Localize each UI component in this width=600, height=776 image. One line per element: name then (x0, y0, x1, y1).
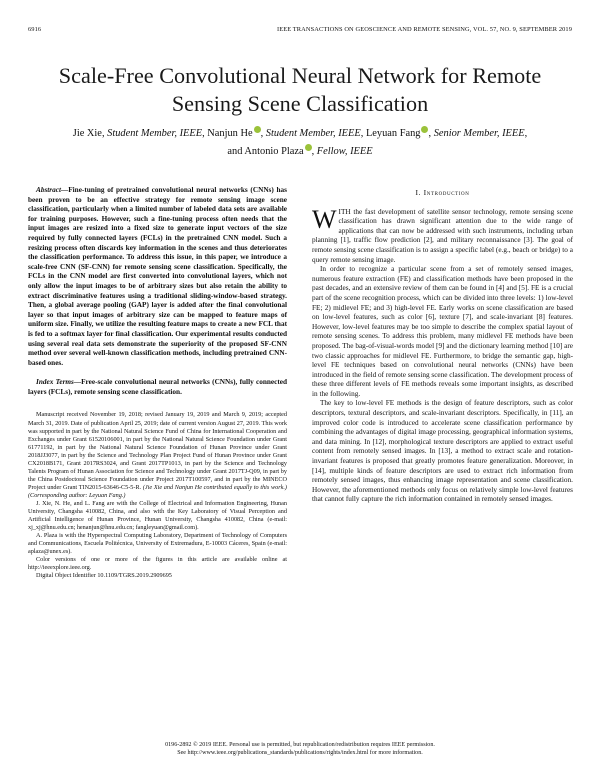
footnote-manuscript: Manuscript received November 19, 2018; revised January 19, 2019 and March 9, 2019; accepted March 31, 2019. Date of publication April 25, 2019; date of current version August 27, 2019. This work was supported in part by the National Natural Science Fund of China for International Cooperation and Exchanges under Grant 61520106001, in part by the National Natural Science Foundation under Grant 61771192, in part by the National Natural Science Foundation of Hunan Province under Grant 2018JJ3077, in part by the Science and Technology Plan Project Fund of Hunan Province under Grant CX2018B171, Grant 2017RS3024, and Grant 2017TP1013, in part by the Science and Technology Talents Program of Hunan Association for Science and Technology under Grant 2017TJ-Q09, in part by the China Postdoctoral Science Foundation under Project 2017T100597, and in part by the MINECO Project under Grant TIN2015-63646-C5-5-R. (Jie Xie and Nanjun He contributed equally to this work.) (Corresponding author: Leyuan Fang.) (28, 411, 287, 499)
intro-paragraph: In order to recognize a particular scene from a set of remotely sensed images, numerous feature extraction (FE) and classification methods have been proposed in the past decades, and an extensive review of them can be found in [4] and [5]. FE is a crucial part of the scene recognition process, which can be divided into three levels: 1) low-level FE; 2) midlevel FE; and 3) high-level FE. Early works on scene classification are based on low-level features, such as color [6], texture [7], and scale-invariant [8] features. However, low-level features may be too simple to describe the complex spatial layout of remote sensing scenes. To address this problem, many midlevel FE methods have been proposed. The bag-of-visual-words model [9] and the dictionary learning method [10] are two classic approaches for midlevel FE. Furthermore, to bridge the semantic gap, high-level FE techniques based on convolutional neural networks (CNNs) have been introduced in the field of remote sensing scene classification. The development process of these three different levels of FE methods reveals some important insights, as described in the following. (312, 265, 573, 398)
intro-paragraph: The key to low-level FE methods is the design of feature descriptors, such as color descriptors, textural descriptors, and scale-invariant descriptors. Specifically, in [11], an improved color code is introduced to accelerate scene classification performance by combining the advantages of digital image processing, geographical information systems, and data mining. In [12], morphological texture descriptors are applied to extract useful content from remotely sensed images. In [13], a method to extract scale and rotation-invariant features is proposed that greatly promotes feature generalization. Moreover, in [14], multiple kinds of feature descriptors are used to extract rich information from remotely sensed images, thus enhancing image representation and scene classification. However, the aforementioned methods only focus on relatively simple low-level features that cannot fully capture the rich information contained in remotely sensed images. (312, 399, 573, 504)
index-terms-text: Free-scale convolutional neural networks (CNNs), fully connected layers (FCLs), remote sensing scene classification. (28, 378, 287, 396)
author-name: Jie Xie (72, 128, 102, 139)
author-name: Antonio Plaza (244, 146, 304, 157)
orcid-icon[interactable] (421, 126, 428, 133)
orcid-icon[interactable] (305, 144, 312, 151)
author-role: Student Member, IEEE (107, 128, 203, 139)
intro-paragraph: WITH the fast development of satellite sensor technology, remote sensing scene classification has drawn significant attention due to the wide range of applications that can now be addressed with such instruments, including urban planning [1], traffic flow prediction [2], and military reconnaissance [3]. The goal of remote sensing scene classification is to assign a specific label (e.g., beach or bridge) to a query remote sensing image. (312, 204, 573, 264)
abstract-label: Abstract (36, 186, 61, 194)
footnote-affiliation: J. Xie, N. He, and L. Fang are with the College of Electrical and Information Engineering, Hunan University, Changsha 410082, China, and also with the Key Laboratory of Visual Perception and Artificial Intelligence of Hunan Province, Hunan University, Changsha 410082, China (e-mail: xj_xj@hnu.edu.cn; henanjun@hnu.edu.cn; fangleyuan@gmail.com). (28, 499, 287, 532)
drop-cap: W (312, 204, 337, 234)
index-terms: Index Terms—Free-scale convolutional neural networks (CNNs), fully connected layers (FCLs), remote sensing scene classification. (28, 378, 287, 396)
copyright-link[interactable]: See http://www.ieee.org/publications_standards/publications/rights/index.html for more information. (177, 750, 423, 757)
index-terms-label: Index Terms (36, 378, 74, 387)
orcid-icon[interactable] (254, 126, 261, 133)
author-role: Student Member, IEEE (265, 128, 361, 139)
author-role: Fellow, IEEE (316, 146, 373, 157)
author-name: Nanjun He (207, 128, 253, 139)
author-list: Jie Xie, Student Member, IEEE, Nanjun He , Student Member, IEEE, Leyuan Fang , Senior Member, IEEE, and Antonio Plaza , Fellow, IEEE (72, 128, 528, 157)
author-name: Leyuan Fang (365, 128, 421, 139)
copyright-notice (28, 741, 572, 758)
author-role: Senior Member, IEEE (433, 128, 525, 139)
page-number: 6916 (28, 26, 42, 33)
journal-info: IEEE TRANSACTIONS ON GEOSCIENCE AND REMOTE SENSING, VOL. 57, NO. 9, SEPTEMBER 2019 (276, 26, 572, 33)
footnote-corresponding: (Jie Xie and Nanjun He contributed equally to this work.) (Corresponding author: Leyuan Fang.) (28, 483, 287, 499)
footnote-affiliation: A. Plaza is with the Hyperspectral Computing Laboratory, Department of Technology of Computers and Communications, Escuela Politécnica, University of Extremadura, E-10003 Cáceres, Spain (e-mail: aplaza@unex.es). (28, 532, 287, 556)
copyright-line: 0196-2892 © 2019 IEEE. Personal use is permitted, but republication/redistribution requires IEEE permission. (165, 742, 435, 748)
left-column (28, 186, 287, 580)
right-column (312, 186, 573, 505)
running-head (28, 26, 572, 36)
abstract-text: Fine-tuning of pretrained convolutional neural networks (CNNs) has been proven to be an effective strategy for remote sensing image scene classification, particularly when a limited number of labeled data sets are available for training purposes. However, such a fine-tuning process often needs that the input images are resized into a fixed size to generate input vectors of the size required by fully connected layers (FCLs) in the pretrained CNN model. Such a resizing process often discards key information in the scenes and thus deteriorates the classification performance. To address this issue, in this paper, we introduce a scale-free CNN (SF-CNN) for remote sensing scene classification. Specifically, the FCLs in the CNN model are first converted into convolutional layers, which not only allow the input images to be of arbitrary sizes but also retain the ability to extract discriminative features using a traditional sliding-window-based strategy. Then, a global average pooling (GAP) layer is added after the final convolutional layer so that input images of arbitrary size can be mapped to feature maps of uniform size. Finally, we utilize the resulting feature maps to create a new FCL that is fed to a softmax layer for final classification. Our experimental results conducted using several real data sets demonstrate the superiority of the proposed SF-CNN method over several well-known classification methods, including pretrained CNN-based ones. (28, 186, 287, 367)
footnote-doi: Digital Object Identifier 10.1109/TGRS.2019.2909695 (36, 572, 172, 580)
section-heading: I. Introduction (415, 188, 470, 197)
footnote (28, 411, 287, 580)
abstract: Abstract—Fine-tuning of pretrained convolutional neural networks (CNNs) has been proven to be an effective strategy for remote sensing image scene classification, particularly when a limited number of labeled data sets are available for training purposes. However, such a fine-tuning process often needs that the input images are resized into a fixed size to generate input vectors of the size required by fully connected layers (FCLs) in the pretrained CNN model. Such a resizing process often discards key information in the scenes and thus deteriorates the classification performance. To address this issue, in this paper, we introduce a scale-free CNN (SF-CNN) for remote sensing scene classification. Specifically, the FCLs in the CNN model are first converted into convolutional layers, which not only allow the input images to be of arbitrary sizes but also retain the ability to extract discriminative features using a traditional sliding-window-based strategy. Then, a global average pooling (GAP) layer is added after the final convolutional layer so that input images of arbitrary size can be mapped to feature maps of uniform size. Finally, we utilize the resulting feature maps to create a new FCL that is fed to a softmax layer for final classification. Our experimental results conducted using several real data sets demonstrate the superiority of the proposed SF-CNN method over several well-known classification methods, including pretrained CNN-based ones. (28, 186, 287, 367)
paper-title: Scale-Free Convolutional Neural Network for Remote Sensing Scene Classification (58, 63, 542, 116)
footnote-color-note: Color versions of one or more of the figures in this article are available online at http://ieeexplore.ieee.org. (28, 556, 287, 572)
